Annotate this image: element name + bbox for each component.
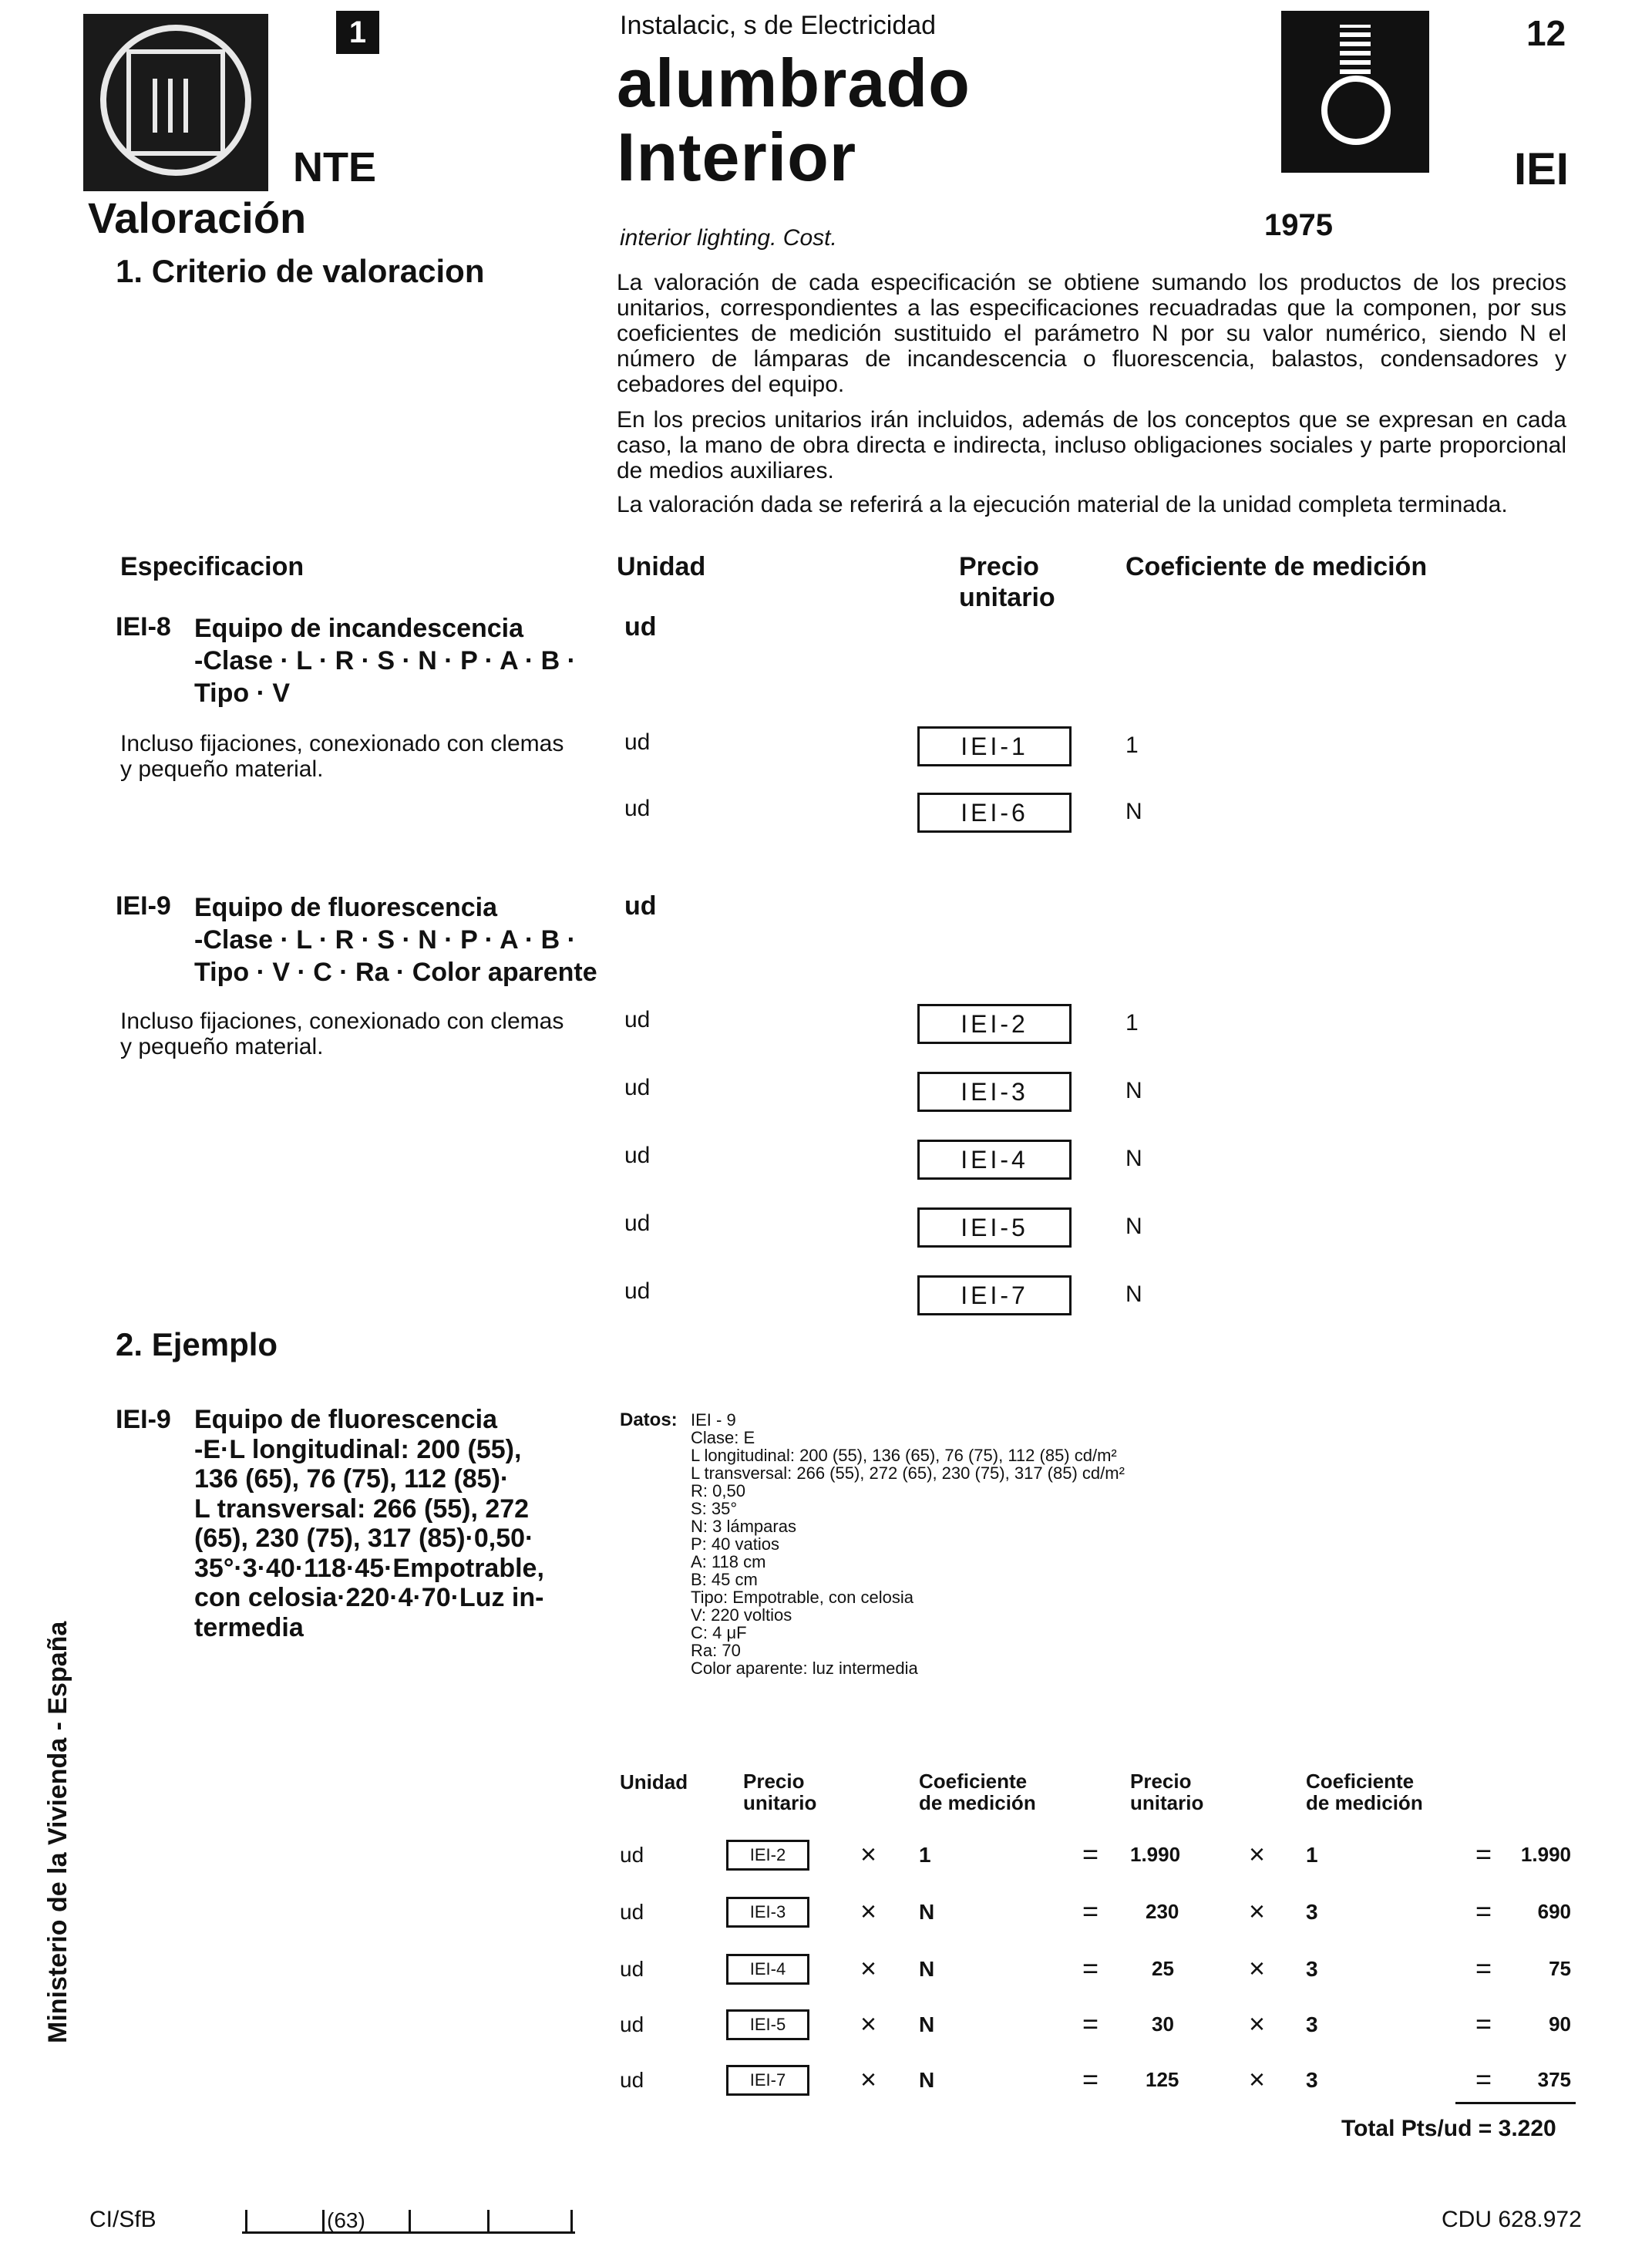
english-subtitle: interior lighting. Cost. xyxy=(620,225,837,251)
iei8-name: Equipo de incandescencia -Clase · L · R · S · N · P · A · B · Tipo · V xyxy=(194,614,576,708)
calc-row4-ref: IEI-5 xyxy=(726,2009,809,2040)
iei9-row2-coef: N xyxy=(1125,1078,1142,1103)
header-precio: Precio xyxy=(959,552,1039,581)
calc-row4-unit: ud xyxy=(620,2012,644,2036)
page-title-line2: Interior xyxy=(617,119,857,195)
calc-row4-result: 90 xyxy=(1549,2012,1571,2036)
iei9-row4-coef: N xyxy=(1125,1214,1142,1239)
header-unidad: Unidad xyxy=(617,552,706,581)
calc-header-unidad: Unidad xyxy=(620,1770,688,1793)
iei9-row1-coef: 1 xyxy=(1125,1010,1139,1036)
calc-row5-unit: ud xyxy=(620,2068,644,2092)
criterio-paragraph-3: La valoración dada se referirá a la ejecución material de la unidad completa terminada. xyxy=(617,492,1508,517)
iei8-row1-unit: ud xyxy=(624,729,651,755)
example-description: Equipo de fluorescencia -E·L longitudinal: 200 (55), 136 (65), 76 (75), 112 (85)· L transversal: 266 (55), 272 (65), 230 (75), 317 (85)·0,50· 35°·3·40·118·45·Empotrable, con celosia·220·4·70·Luz in- termedia xyxy=(194,1405,544,1642)
iei8-row2-unit: ud xyxy=(624,796,651,821)
example-code: IEI-9 xyxy=(116,1405,171,1434)
ejemplo-heading: 2. Ejemplo xyxy=(116,1326,278,1362)
iei8-row2-ref: IEI-6 xyxy=(917,793,1072,833)
iei9-row4-ref: IEI-5 xyxy=(917,1207,1072,1248)
iei9-row5-unit: ud xyxy=(624,1278,651,1304)
iei9-row3-coef: N xyxy=(1125,1146,1142,1171)
iei9-row2-ref: IEI-3 xyxy=(917,1072,1072,1112)
calc-row3-result: 75 xyxy=(1549,1957,1571,1980)
calc-row2-price: 230 xyxy=(1146,1900,1179,1923)
criterio-heading: 1. Criterio de valoracion xyxy=(116,253,485,289)
calc-header-coef-b: Coeficiente de medición xyxy=(1306,1770,1423,1814)
calc-row1-coef: 1 xyxy=(919,1843,931,1867)
datos-label: Datos: xyxy=(620,1409,678,1430)
cisfb-label: CI/SfB xyxy=(89,2207,156,2232)
calc-row2-times: × xyxy=(860,1895,877,1927)
calc-row5-eq2: = xyxy=(1475,2063,1492,2095)
calc-row1-price: 1.990 xyxy=(1130,1843,1181,1866)
calc-row4-coef2: 3 xyxy=(1306,2012,1318,2036)
iei9-row5-coef: N xyxy=(1125,1281,1142,1307)
calc-row3-coef: N xyxy=(919,1957,935,1981)
chapter-code: IEI xyxy=(1514,144,1569,194)
iei8-code: IEI-8 xyxy=(116,612,171,642)
iei9-name: Equipo de fluorescencia -Clase · L · R · S · N · P · A · B · Tipo · V · C · Ra · Color aparente xyxy=(194,893,597,987)
calc-row4-times: × xyxy=(860,2008,877,2039)
calc-row1-times2: × xyxy=(1249,1838,1266,1870)
nte-label: NTE xyxy=(293,144,376,190)
calc-row5-times2: × xyxy=(1249,2063,1266,2095)
iei8-unit: ud xyxy=(624,612,657,642)
calc-row2-result: 690 xyxy=(1537,1900,1571,1923)
iei8-row1-ref: IEI-1 xyxy=(917,726,1072,766)
calc-row3-unit: ud xyxy=(620,1957,644,1981)
calc-row4-eq2: = xyxy=(1475,2008,1492,2039)
calc-row5-price: 125 xyxy=(1146,2068,1179,2091)
calc-row2-eq: = xyxy=(1082,1895,1099,1927)
calc-row3-ref: IEI-4 xyxy=(726,1954,809,1985)
iei9-code: IEI-9 xyxy=(116,891,171,921)
datos-list: IEI - 9 Clase: E L longitudinal: 200 (55), 136 (65), 76 (75), 112 (85) cd/m² L transversal: 266 (55), 272 (65), 230 (75), 317 (85) cd/m² R: 0,50 S: 35° N: 3 lámparas P: 40 vatios A: 118 cm B: 45 cm Tipo: Empotrable, con celosia V: 220 voltios C: 4 μF Ra: 70 Color aparente: luz intermedia xyxy=(691,1410,1125,1678)
calc-row5-coef: N xyxy=(919,2068,935,2092)
calc-row3-eq: = xyxy=(1082,1952,1099,1984)
header-unitario: unitario xyxy=(959,583,1055,612)
iei9-row4-unit: ud xyxy=(624,1211,651,1236)
page-number: 12 xyxy=(1526,13,1566,53)
calc-row4-coef: N xyxy=(919,2012,935,2036)
iei9-row1-ref: IEI-2 xyxy=(917,1004,1072,1044)
iei8-row1-coef: 1 xyxy=(1125,733,1139,758)
iei8-includes: Incluso fijaciones, conexionado con clemas y pequeño material. xyxy=(120,731,564,782)
criterio-paragraph-1: La valoración de cada especificación se obtiene sumando los productos de los precios unitarios, correspondientes a las especificaciones recuadradas que la componen, por sus coeficientes de medición sustituido el parámetro N por su valor numérico, siendo N el número de lámparas de incandescencia o fluorescencia, balastos, condensadores y cebadores del equipo. xyxy=(617,270,1566,397)
section-number-badge: 1 xyxy=(336,11,379,54)
iei8-row2-coef: N xyxy=(1125,799,1142,824)
calc-row5-times: × xyxy=(860,2063,877,2095)
calc-row4-times2: × xyxy=(1249,2008,1266,2039)
iei9-unit: ud xyxy=(624,891,657,921)
header-subtitle: Instalacic, s de Electricidad xyxy=(620,11,937,40)
section-title: Valoración xyxy=(88,194,307,242)
year: 1975 xyxy=(1264,208,1333,242)
calc-row5-coef2: 3 xyxy=(1306,2068,1318,2092)
calc-row2-coef: N xyxy=(919,1900,935,1924)
header-coeficiente: Coeficiente de medición xyxy=(1125,552,1428,581)
calc-row5-eq: = xyxy=(1082,2063,1099,2095)
calc-row2-unit: ud xyxy=(620,1900,644,1924)
calc-row5-ref: IEI-7 xyxy=(726,2065,809,2096)
cisfb-grid xyxy=(242,2204,575,2235)
calc-row3-times: × xyxy=(860,1952,877,1984)
iei9-row1-unit: ud xyxy=(624,1007,651,1032)
lightbulb-icon xyxy=(1281,11,1429,173)
iei9-row5-ref: IEI-7 xyxy=(917,1275,1072,1315)
iei9-row3-ref: IEI-4 xyxy=(917,1140,1072,1180)
calc-row4-eq: = xyxy=(1082,2008,1099,2039)
calc-row2-coef2: 3 xyxy=(1306,1900,1318,1924)
cisfb-code: (63) xyxy=(327,2208,365,2232)
total-line: Total Pts/ud = 3.220 xyxy=(1341,2116,1556,2141)
calc-header-precio-b: Precio unitario xyxy=(1130,1770,1204,1814)
calc-row1-eq: = xyxy=(1082,1838,1099,1870)
calc-row3-coef2: 3 xyxy=(1306,1957,1318,1981)
calc-row3-price: 25 xyxy=(1152,1957,1174,1980)
calc-row1-times: × xyxy=(860,1838,877,1870)
iei9-includes: Incluso fijaciones, conexionado con clemas y pequeño material. xyxy=(120,1009,564,1059)
iei9-row2-unit: ud xyxy=(624,1075,651,1100)
calc-row1-coef2: 1 xyxy=(1306,1843,1318,1867)
calc-row2-eq2: = xyxy=(1475,1895,1492,1927)
ministry-sidebar: Ministerio de la Vivienda - España xyxy=(43,1621,72,2043)
calc-row3-times2: × xyxy=(1249,1952,1266,1984)
criterio-paragraph-2: En los precios unitarios irán incluidos, además de los conceptos que se expresan en cada caso, la mano de obra directa e indirecta, incluso obligaciones sociales y parte proporcional de medios auxiliares. xyxy=(617,407,1566,483)
calc-row3-eq2: = xyxy=(1475,1952,1492,1984)
calc-row1-result: 1.990 xyxy=(1520,1843,1571,1866)
header-especificacion: Especificacion xyxy=(120,552,304,581)
calc-header-coef: Coeficiente de medición xyxy=(919,1770,1036,1814)
cdu-code: CDU 628.972 xyxy=(1442,2207,1582,2232)
calc-row1-ref: IEI-2 xyxy=(726,1840,809,1871)
calc-row1-unit: ud xyxy=(620,1843,644,1867)
calc-row4-price: 30 xyxy=(1152,2012,1174,2036)
page-title-line1: alumbrado xyxy=(617,45,971,121)
calc-row2-times2: × xyxy=(1249,1895,1266,1927)
ministry-seal xyxy=(83,14,268,191)
calc-row1-eq2: = xyxy=(1475,1838,1492,1870)
calc-row5-result: 375 xyxy=(1537,2068,1571,2091)
calc-header-precio: Precio unitario xyxy=(743,1770,817,1814)
sum-rule xyxy=(1455,2102,1576,2104)
iei9-row3-unit: ud xyxy=(624,1143,651,1168)
calc-row2-ref: IEI-3 xyxy=(726,1897,809,1928)
